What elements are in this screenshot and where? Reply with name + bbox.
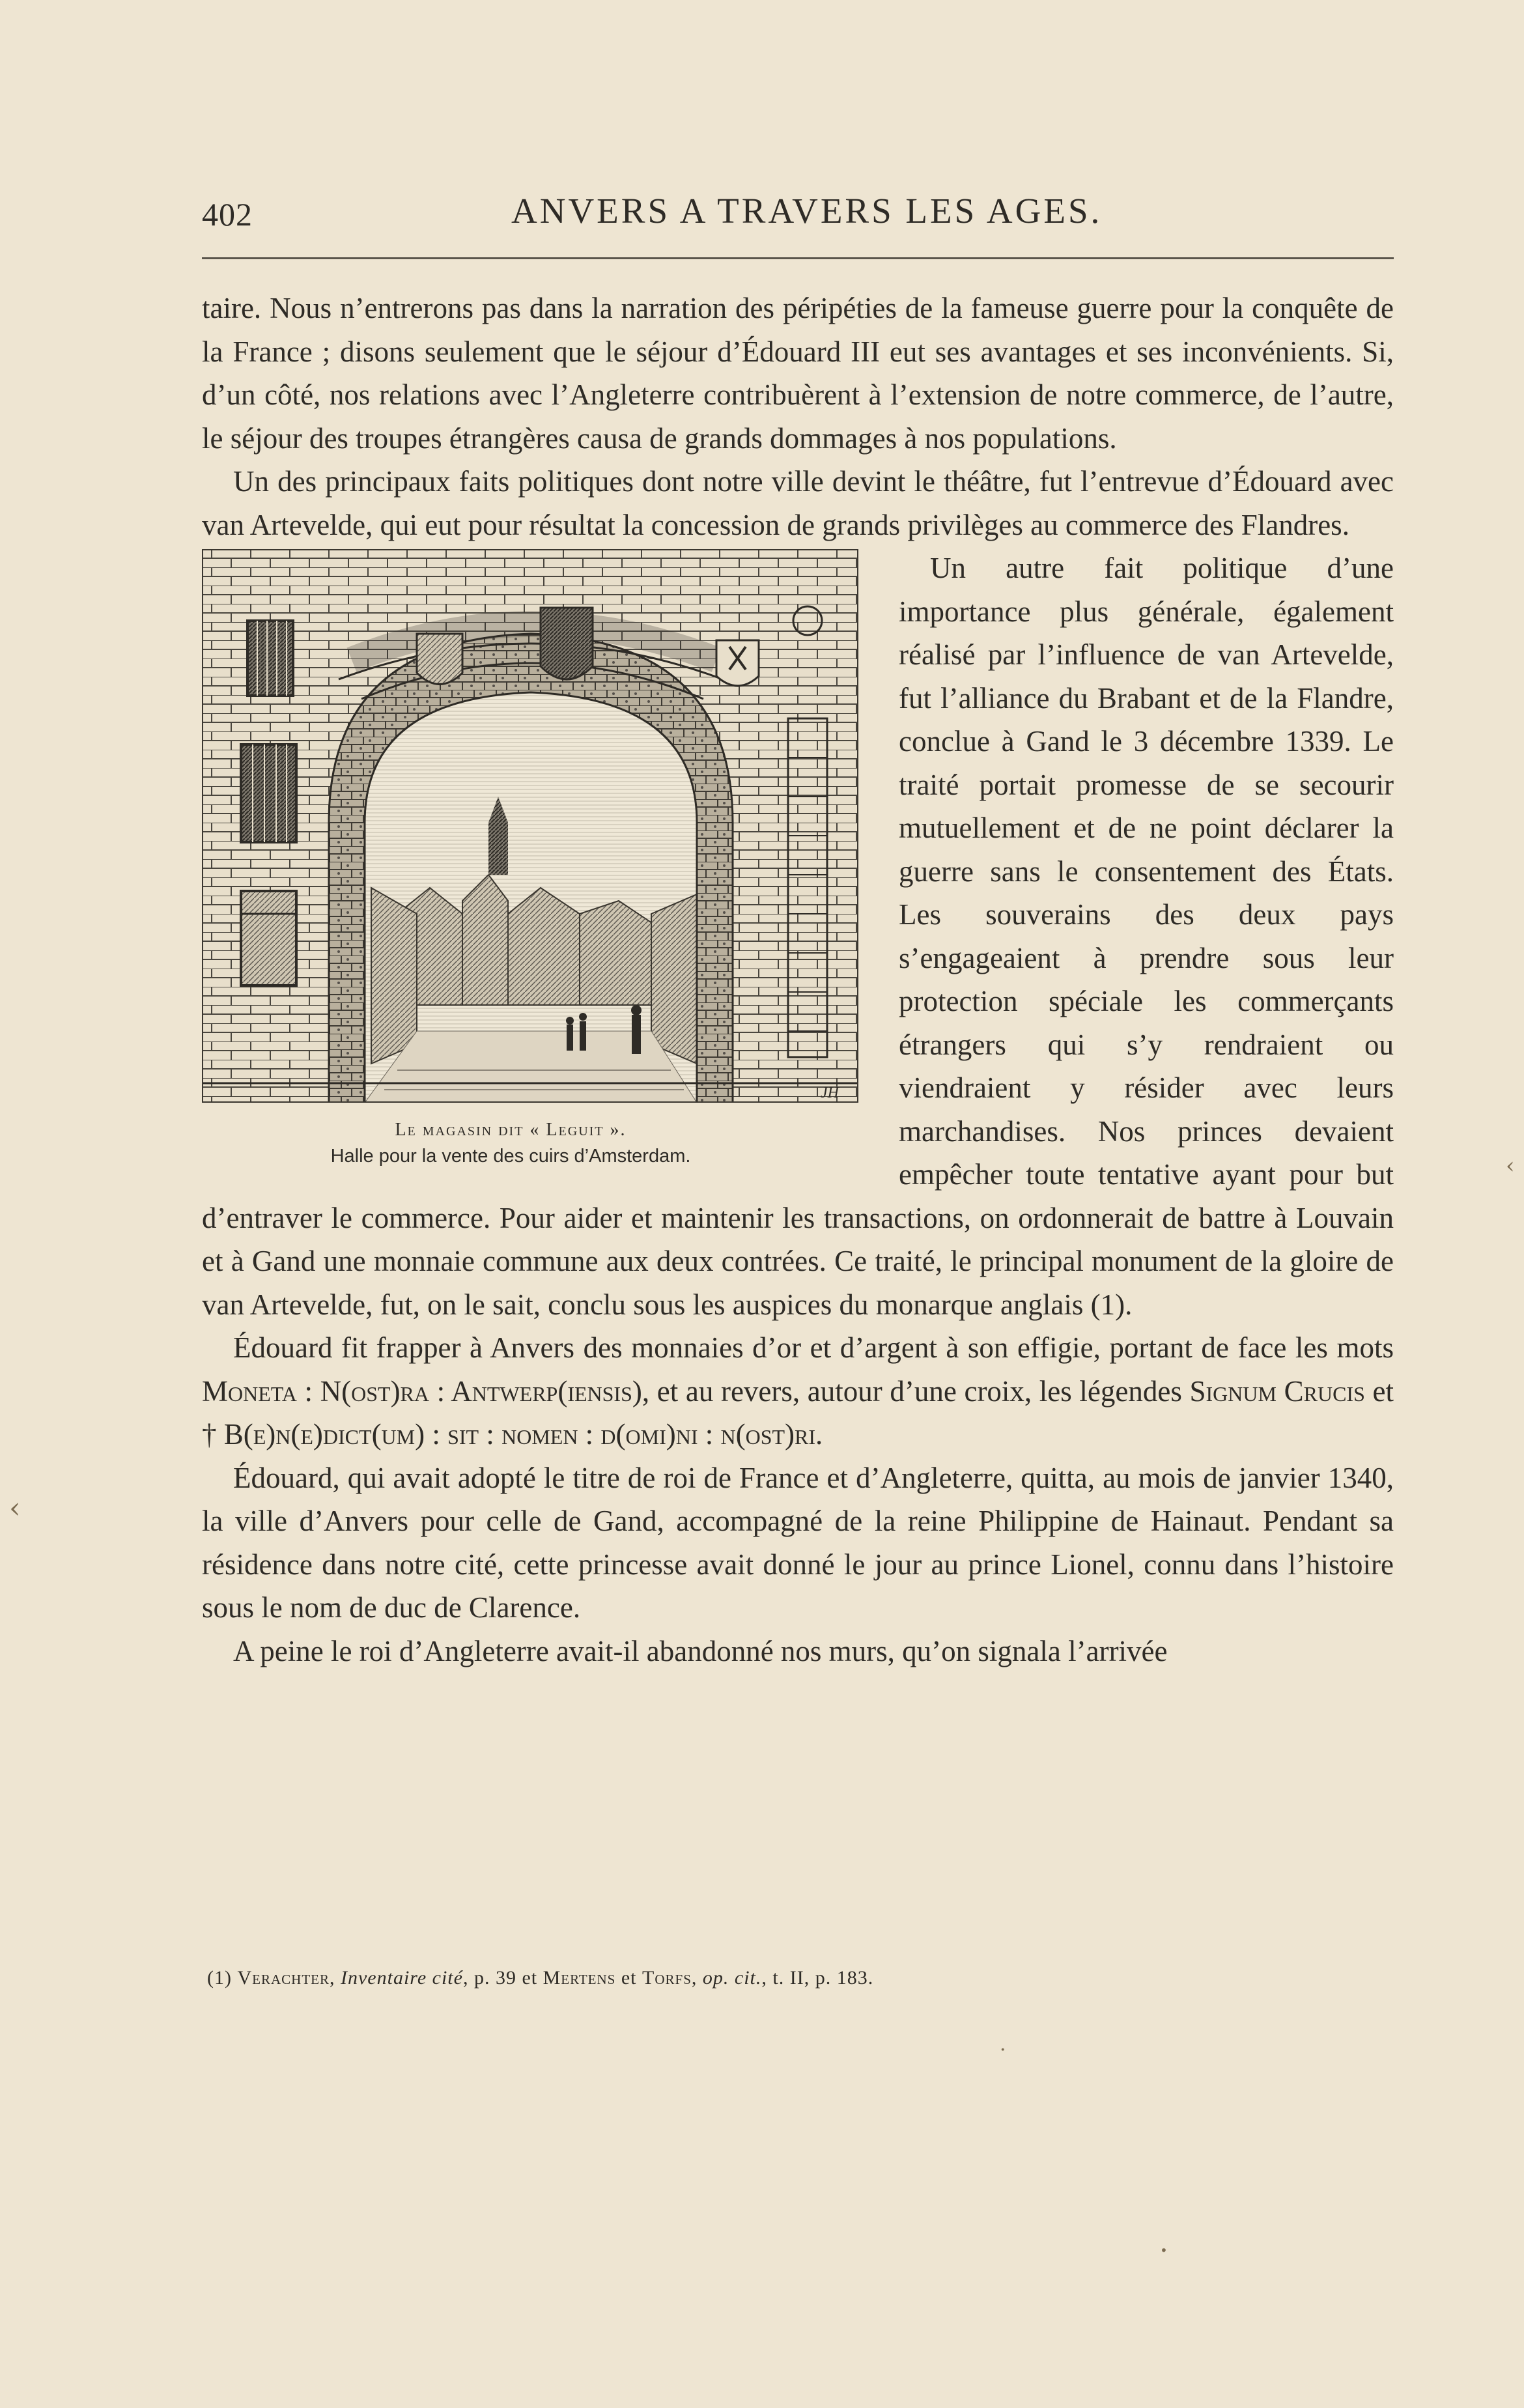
footnote-marker: (1) [207,1967,232,1989]
paragraph-2: Un des principaux faits politiques dont notre ville devint le théâtre, fut l’entrevue d’Édouard avec van Artevelde, qui eut pour résultat la concession de grands privilèges au commerce des Flandres. [202,465,1394,541]
paragraph-1: taire. Nous n’entrerons pas dans la narration des péripéties de la fameuse guerre pour la conquête de la France ; disons seulement que le séjour d’Édouard III eut ses avantages et ses inconvénients. Si, d’un côté, nos relations avec l’Angleterre contribuèrent à l’extension de notre commerce, de l’autre, le séjour des troupes étrangères causa de grands dommages à nos populations. [202,292,1394,455]
margin-mark: · [1000,2039,1006,2061]
paragraph-5: Édouard, qui avait adopté le titre de roi de France et d’Angleterre, quitta, au mois de janvier 1340, la ville d’Anvers pour celle de Gand, accompagné de la reine Philippine de Hainaut. Pendant sa résidence dans notre cité, cette princesse avait donné le jour au prince Lionel, connu dans l’histoire sous le nom de duc de Clarence. [202,1461,1394,1624]
paragraph-3: Un autre fait politique d’une importance plus générale, également réalisé par l’influence de van Artevelde, fut l’alliance du Brabant et de la Flandre, conclue à Gand le 3 décembre 1339. Le traité portait promesse de se secourir mutuellement et de ne point déclarer la guerre sans le consentement des États. Les souverains des deux pays s’engageaient à prendre sous leur protection spéciale les commerçants étrangers qui s’y rendraient ou viendraient y résider avec leurs marchandises. Nos princes devaient empêcher toute tentative ayant pour but d’entraver le commerce. Pour aider et maintenir les transactions, on ordonnerait de battre à Louvain et à Gand une monnaie commune aux deux contrées. Ce traité, le principal monument de la gloire de van Artevelde, fut, on le sait, conclu sous les auspices du monarque anglais (1). [202,552,1394,1321]
footnote-author: Torfs [642,1967,692,1989]
page-number: 402 [202,196,253,233]
margin-mark: · [1159,2234,1168,2267]
paragraph-4 [202,1326,1394,1456]
running-title: ANVERS A TRAVERS LES AGES. [511,191,1103,231]
footnote-ref: , t. II, p. 183. [761,1967,874,1989]
engraving-gateway-illustration [202,549,858,1103]
figure-caption-subtitle: Halle pour la vente des cuirs d’Amsterdam. [330,1146,691,1167]
body-text [202,287,1394,1673]
footnote-author: Mertens [543,1967,616,1989]
engraver-signature: JH [821,1084,839,1101]
footnote-ref: , p. 39 et [462,1967,543,1989]
paragraph-6: A peine le roi d’Angleterre avait-il abandonné nos murs, qu’on signala l’arrivée [233,1634,1168,1667]
footnote-conjunction: et [615,1967,643,1989]
coin-text-1: Édouard fit frapper à Anvers des monnaies d’or et d’argent à son effigie, portant de face les mots [233,1331,1394,1364]
coin-text-3: et † [202,1374,1394,1451]
figure-caption-title: Le magasin dit « Leguit ». [395,1120,627,1140]
coin-legend-obverse: Moneta : N(ost)ra : Antwerp(iensis) [202,1374,642,1408]
running-head [202,191,1394,241]
footnote-author: Verachter [237,1967,330,1989]
footnote-work: Inventaire cité [340,1967,463,1989]
margin-mark: ‹ [9,1492,21,1525]
coin-text-4: . [815,1418,823,1451]
header-rule [202,257,1394,259]
footnote-work: op. cit. [702,1967,762,1989]
coin-legend-reverse: B(e)n(e)dict(um) : sit : nomen : d(omi)ni : n(ost)ri [223,1418,816,1451]
footnote: (1) Verachter, Inventaire cité, p. 39 et Mertens et Torfs, op. cit., t. II, p. 183. [207,1967,874,1989]
figure-leguit [202,546,858,1169]
coin-legend-signum: Signum Crucis [1189,1374,1365,1408]
margin-mark: ‹ [1506,1153,1515,1179]
coin-text-2: , et au revers, autour d’une croix, les légendes [642,1374,1190,1408]
